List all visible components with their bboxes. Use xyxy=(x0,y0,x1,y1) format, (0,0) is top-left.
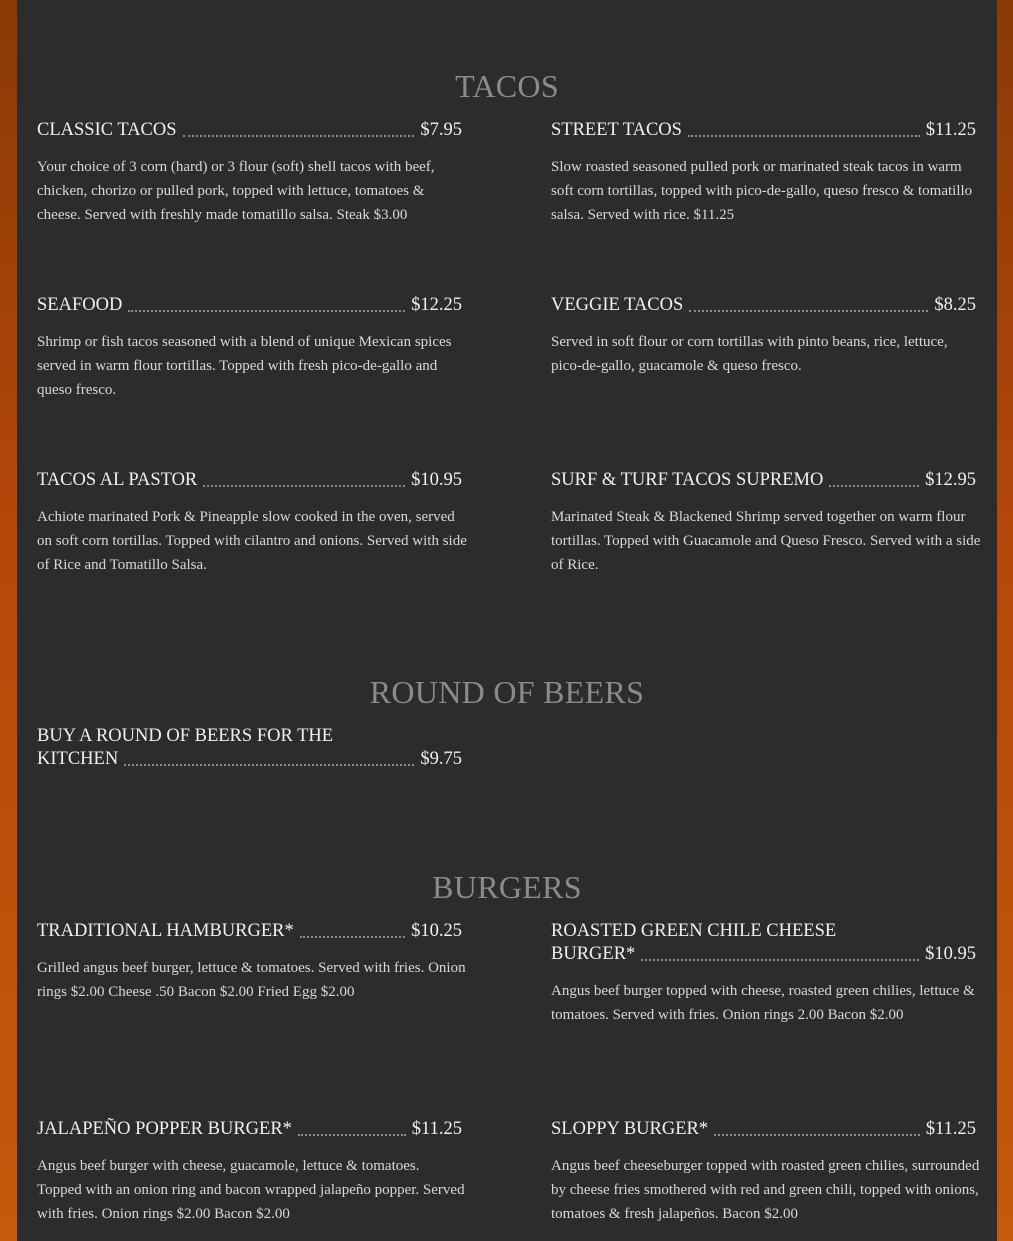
menu-item-round-of-beers xyxy=(37,725,462,771)
menu-item-traditional-hamburger xyxy=(37,920,466,1004)
item-description: Shrimp or fish tacos seasoned with a blend of unique Mexican spices served in warm flour tortillas. Topped with fresh pico-de-gallo and queso fresco. xyxy=(37,334,452,398)
item-description: Achiote marinated Pork & Pineapple slow cooked in the oven, served on soft corn tortillas. Topped with cilantro and onions. Served with side of Rice and Tomatillo Salsa. xyxy=(37,509,467,573)
menu-item-seafood xyxy=(37,294,462,402)
item-name: SLOPPY BURGER* xyxy=(551,1119,709,1139)
menu-item-sloppy-burger xyxy=(551,1118,980,1226)
item-price: $11.25 xyxy=(411,1119,462,1139)
item-price: $12.25 xyxy=(411,295,462,315)
section-title-tacos: TACOS xyxy=(455,68,559,104)
item-price: $9.75 xyxy=(420,749,462,769)
menu-item-veggie-tacos xyxy=(551,294,976,378)
item-name: SURF & TURF TACOS SUPREMO xyxy=(551,470,824,490)
item-price: $10.95 xyxy=(411,470,462,490)
item-price: $12.95 xyxy=(925,470,976,490)
item-price: $11.25 xyxy=(925,120,976,140)
dot-leader xyxy=(641,959,919,961)
dot-leader xyxy=(128,310,405,312)
section-title-burgers: BURGERS xyxy=(432,869,582,905)
item-price: $7.95 xyxy=(420,120,462,140)
item-name: CLASSIC TACOS xyxy=(37,120,177,140)
menu-item-jalapeno-popper-burger xyxy=(37,1118,465,1226)
item-description: Slow roasted seasoned pulled pork or marinated steak tacos in warm soft corn tortillas, topped with pico-de-gallo, queso fresco & tomatillo salsa. Served with rice. $11.25 xyxy=(551,159,973,223)
item-price: $10.95 xyxy=(925,944,976,964)
item-price: $8.25 xyxy=(934,295,976,315)
dot-leader xyxy=(688,135,920,137)
item-description: Angus beef cheeseburger topped with roasted green chilies, surrounded by cheese fries smothered with red and green chili, topped with onions, tomatoes & fresh jalapeños. Bacon $2.00 xyxy=(551,1158,980,1222)
dot-leader xyxy=(300,936,405,938)
item-description: Your choice of 3 corn (hard) or 3 flour (soft) shell tacos with beef, chicken, chorizo or pulled pork, topped with lettuce, tomatoes & cheese. Served with freshly made tomatillo salsa. Steak $3.00 xyxy=(37,159,435,223)
menu-item-surf-turf-tacos xyxy=(551,469,981,577)
item-name: TRADITIONAL HAMBURGER* xyxy=(37,921,294,941)
item-description: Served in soft flour or corn tortillas with pinto beans, rice, lettuce, pico-de-gallo, guacamole & queso fresco. xyxy=(551,334,948,374)
menu-item-tacos-al-pastor xyxy=(37,469,467,577)
item-name-line-1: ROASTED GREEN CHILE CHEESE xyxy=(551,921,837,941)
dot-leader xyxy=(714,1134,920,1136)
item-description: Angus beef burger topped with cheese, roasted green chilies, lettuce & tomatoes. Served with fries. Onion rings 2.00 Bacon $2.00 xyxy=(551,983,975,1023)
menu-item-street-tacos xyxy=(551,119,976,227)
item-name-line-2: BURGER* xyxy=(551,944,636,964)
menu-item-green-chile-burger xyxy=(551,920,976,1027)
dot-leader xyxy=(298,1134,406,1136)
item-name: STREET TACOS xyxy=(551,120,682,140)
item-name-line-2: KITCHEN xyxy=(37,749,119,769)
item-name-line-1: BUY A ROUND OF BEERS FOR THE xyxy=(37,726,334,746)
item-name: SEAFOOD xyxy=(37,295,123,315)
dot-leader xyxy=(183,135,415,137)
dot-leader xyxy=(203,485,405,487)
item-description: Angus beef burger with cheese, guacamole, lettuce & tomatoes. Topped with an onion ring and bacon wrapped jalapeño popper. Served with fries. Onion rings $2.00 Bacon $2.00 xyxy=(37,1158,465,1222)
dot-leader xyxy=(124,764,414,766)
dot-leader xyxy=(829,485,919,487)
item-price: $10.25 xyxy=(411,921,462,941)
section-title-round-of-beers: ROUND OF BEERS xyxy=(369,674,645,710)
item-name: JALAPEÑO POPPER BURGER* xyxy=(37,1119,292,1139)
item-price: $11.25 xyxy=(925,1119,976,1139)
item-name: VEGGIE TACOS xyxy=(551,295,684,315)
item-description: Marinated Steak & Blackened Shrimp served together on warm flour tortillas. Topped with Guacamole and Queso Fresco. Served with a side of Rice. xyxy=(551,509,981,573)
dot-leader xyxy=(689,310,928,312)
item-description: Grilled angus beef burger, lettuce & tomatoes. Served with fries. Onion rings $2.00 Cheese .50 Bacon $2.00 Fried Egg $2.00 xyxy=(37,960,466,1000)
menu-item-classic-tacos xyxy=(37,119,462,227)
item-name: TACOS AL PASTOR xyxy=(37,470,198,490)
menu-panel xyxy=(17,0,997,1241)
